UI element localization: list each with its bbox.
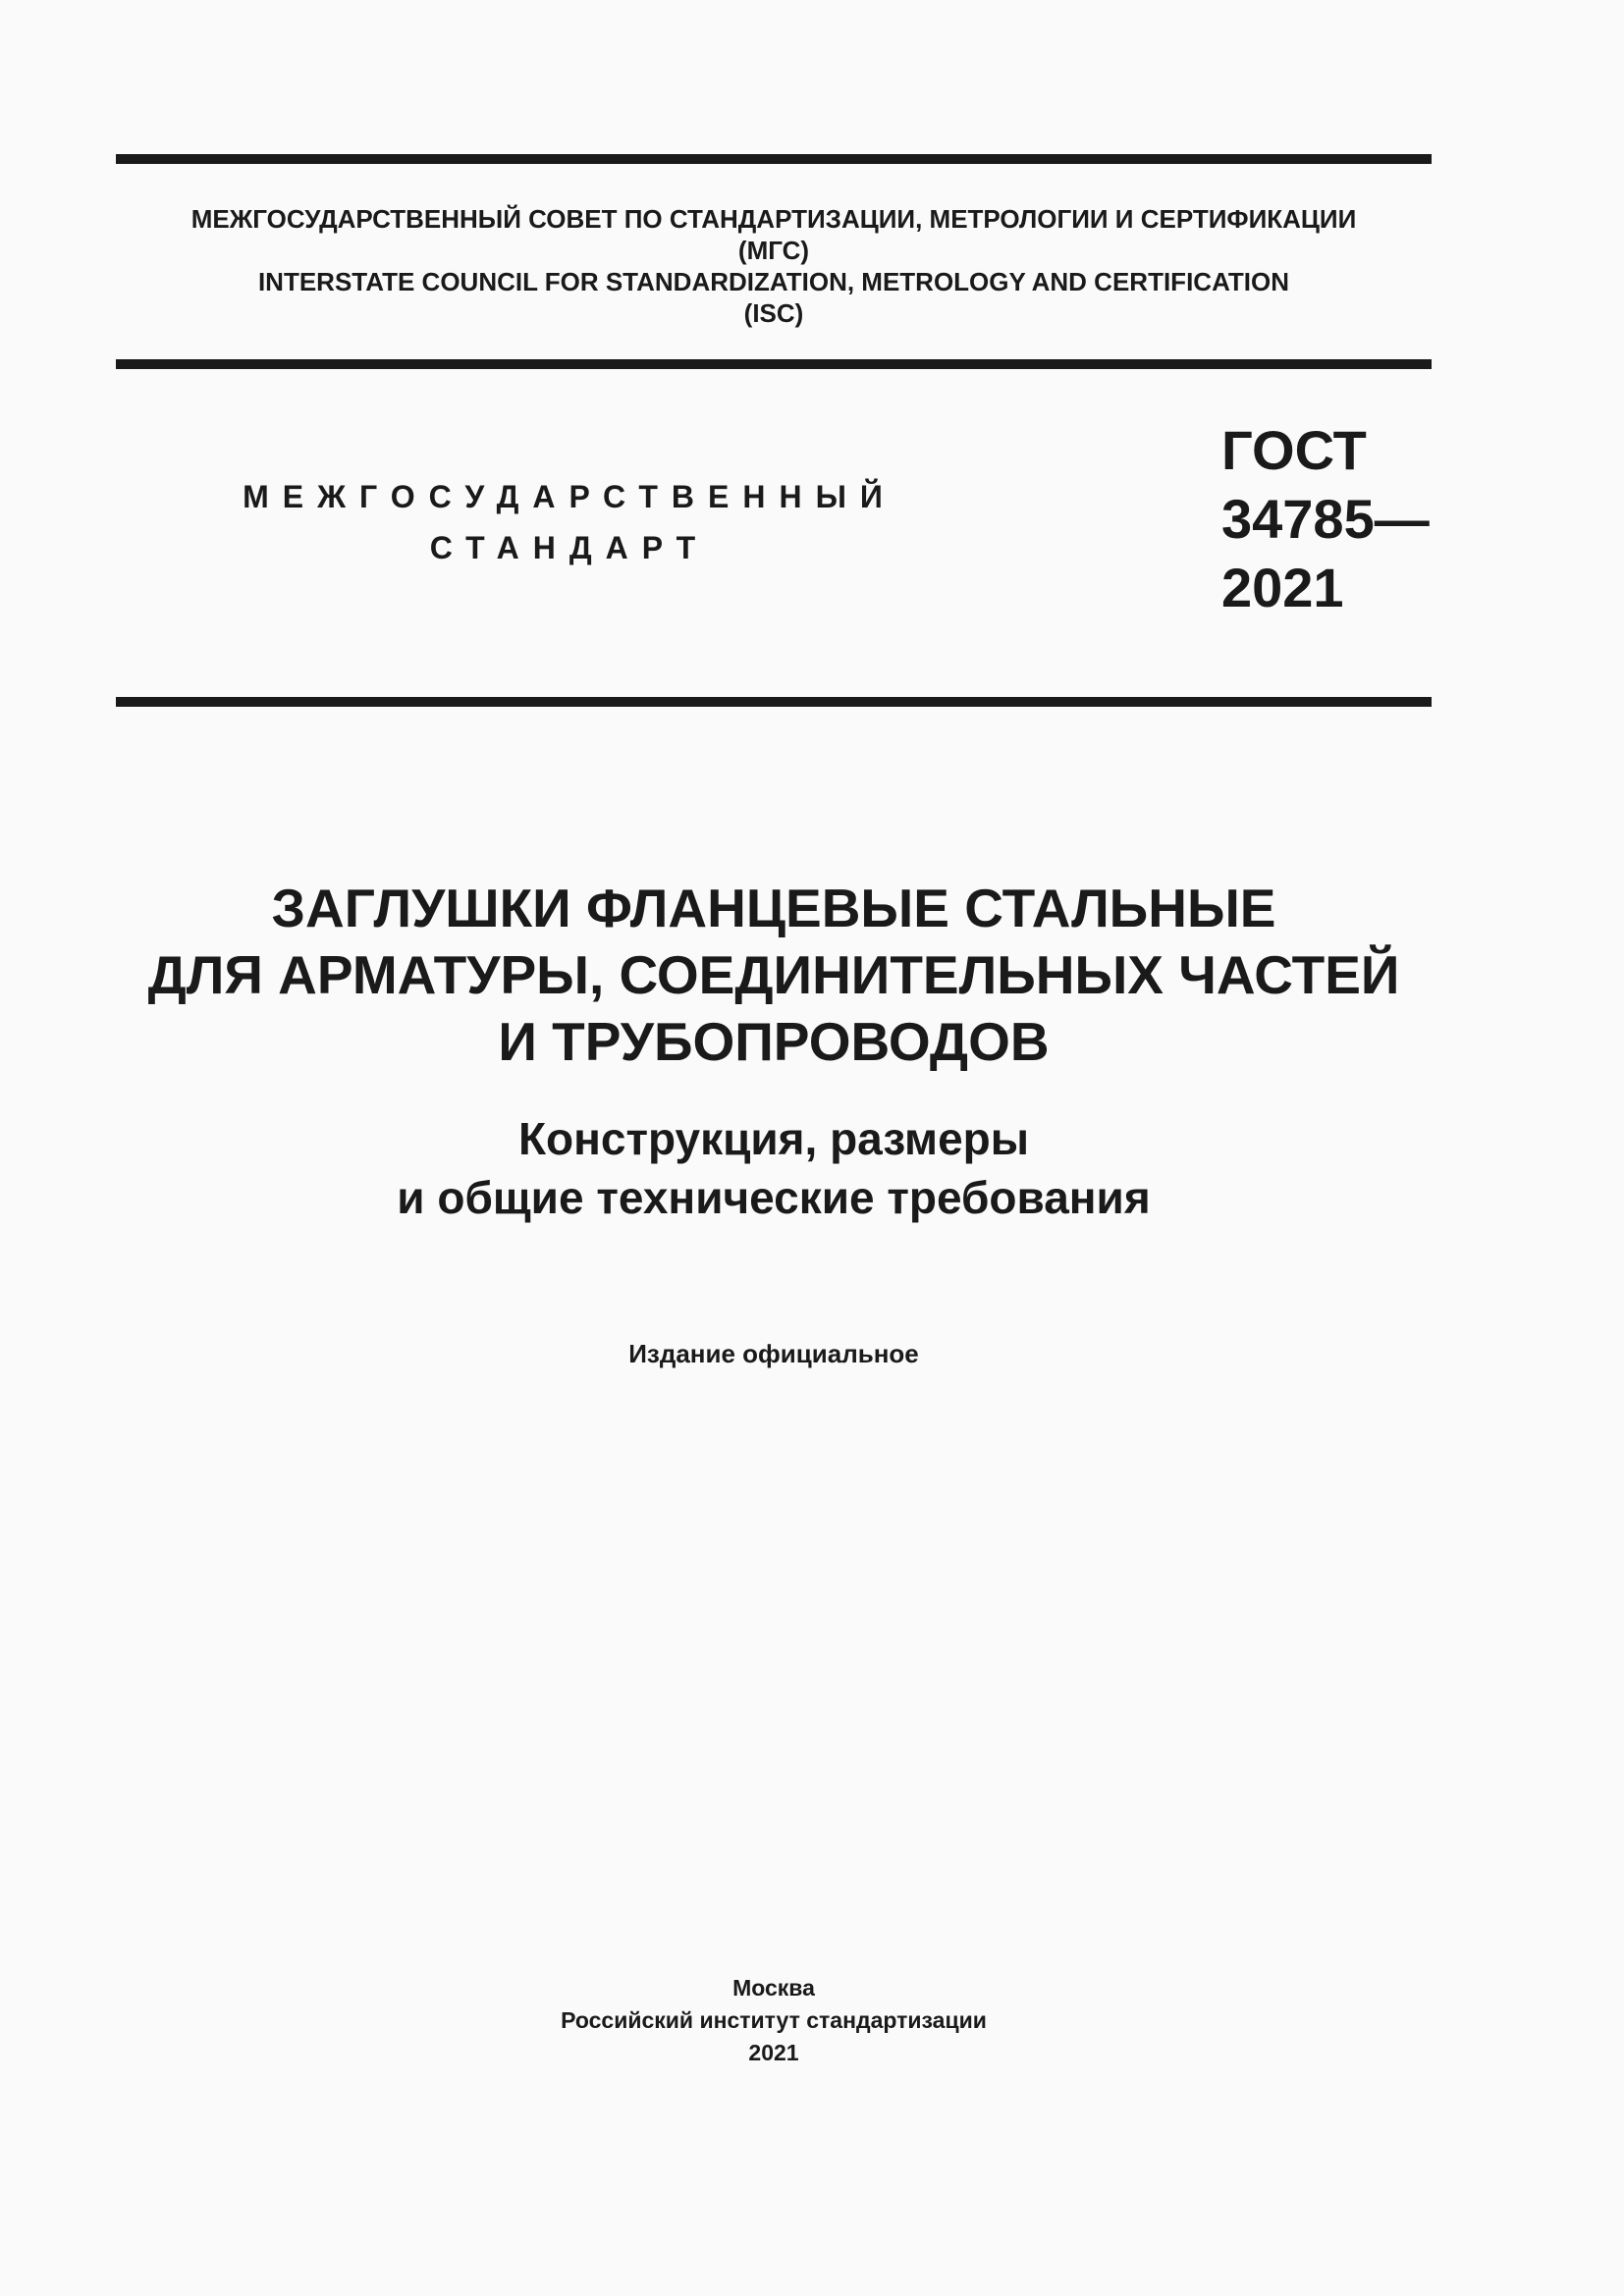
council-name-ru: МЕЖГОСУДАРСТВЕННЫЙ СОВЕТ ПО СТАНДАРТИЗАЦИИ, МЕТРОЛОГИИ И СЕРТИФИКАЦИИ [190, 204, 1357, 234]
document-subtitle [116, 1109, 1432, 1227]
standard-type [226, 471, 913, 573]
designation-year: 2021 [1221, 557, 1344, 618]
document-title [116, 875, 1432, 1075]
council-abbr-en: (ISC) [743, 298, 804, 328]
designation-divider [116, 697, 1432, 707]
subtitle-line1: Конструкция, размеры [517, 1113, 1030, 1164]
standard-type-line1: МЕЖГОСУДАРСТВЕННЫЙ [243, 479, 896, 514]
council-header [116, 203, 1432, 329]
subtitle-line2: и общие технические требования [397, 1172, 1151, 1223]
designation-prefix: ГОСТ [1221, 419, 1367, 481]
title-line2: ДЛЯ АРМАТУРЫ, СОЕДИНИТЕЛЬНЫХ ЧАСТЕЙ [147, 944, 1400, 1005]
edition-label: Издание официальное [628, 1339, 919, 1368]
imprint-city: Москва [732, 1975, 815, 2001]
top-rule [116, 154, 1432, 164]
imprint [116, 1972, 1432, 2069]
imprint-year: 2021 [748, 2040, 799, 2065]
standard-designation [1221, 416, 1430, 622]
title-line1: ЗАГЛУШКИ ФЛАНЦЕВЫЕ СТАЛЬНЫЕ [271, 878, 1276, 938]
header-divider [116, 359, 1432, 369]
council-abbr-ru: (МГС) [737, 236, 810, 265]
imprint-publisher: Российский институт стандартизации [561, 2007, 987, 2033]
council-name-en: INTERSTATE COUNCIL FOR STANDARDIZATION, METROLOGY AND CERTIFICATION [257, 267, 1290, 296]
designation-number: 34785— [1221, 488, 1430, 550]
standard-type-line2: СТАНДАРТ [429, 530, 710, 565]
title-line3: И ТРУБОПРОВОДОВ [498, 1011, 1050, 1072]
